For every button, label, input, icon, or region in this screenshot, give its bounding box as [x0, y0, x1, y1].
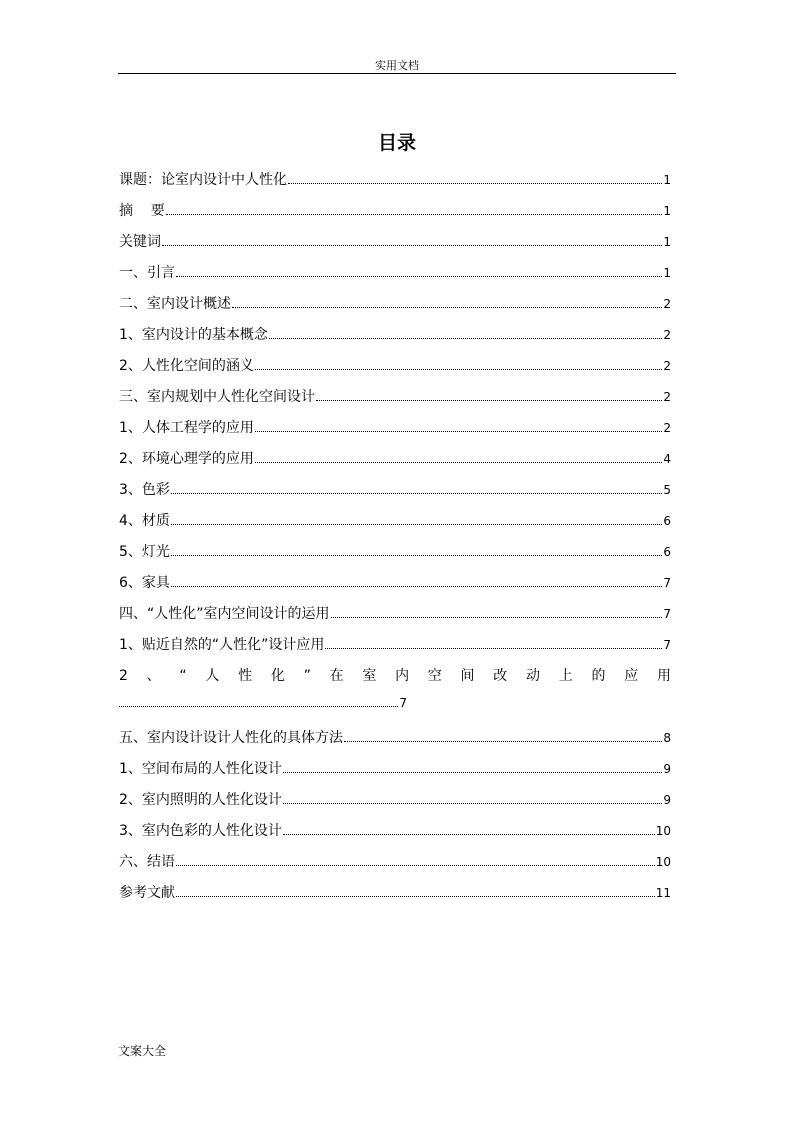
toc-entry[interactable]	[119, 758, 671, 789]
toc-leader	[176, 276, 662, 277]
toc-entry[interactable]	[119, 169, 671, 200]
toc-entry-page: 6	[663, 514, 671, 528]
toc-entry-page: 1	[663, 235, 671, 249]
toc-leader	[176, 896, 655, 897]
toc-leader	[255, 369, 662, 370]
header-rule	[118, 73, 676, 74]
toc-entry-label: 1、空间布局的人性化设计	[119, 761, 282, 777]
toc-entry-label: 5、灯光	[119, 544, 170, 560]
toc-leader	[171, 524, 662, 525]
toc-entry-label: 2、室内照明的人性化设计	[119, 792, 282, 808]
toc-entry-label: 1、贴近自然的“人性化”设计应用	[119, 637, 325, 653]
toc-entry-label: 课题：论室内设计中人性化	[119, 172, 287, 188]
toc-entry[interactable]	[119, 727, 671, 758]
toc-leader	[283, 803, 662, 804]
toc-entry-page: 2	[663, 390, 671, 404]
toc-leader	[255, 462, 662, 463]
toc-leader	[344, 741, 662, 742]
toc-entry[interactable]	[119, 324, 671, 355]
toc-entry-label: 2、环境心理学的应用	[119, 451, 254, 467]
toc-entry-label: 六、结语	[119, 854, 175, 870]
toc-entry-label: 3、室内色彩的人性化设计	[119, 823, 282, 839]
toc-entry[interactable]	[119, 448, 671, 479]
toc-leader	[255, 431, 662, 432]
toc-leader	[325, 648, 662, 649]
page-title: 目录	[377, 132, 416, 154]
toc-entry[interactable]	[119, 541, 671, 572]
toc-leader	[162, 245, 662, 246]
toc-entry-page: 1	[663, 266, 671, 280]
toc-leader	[232, 307, 662, 308]
toc-entry-label: 摘 要	[119, 203, 165, 219]
toc-entry-label: 三、室内规划中人性化空间设计	[119, 389, 315, 405]
toc-entry-label: 一、引言	[119, 265, 175, 281]
toc-entry-page: 6	[663, 545, 671, 559]
toc-entry-page: 2	[663, 359, 671, 373]
toc-entry-page: 7	[399, 696, 407, 710]
toc-entry[interactable]	[119, 665, 671, 696]
toc-entry[interactable]	[119, 293, 671, 324]
toc-entry[interactable]	[119, 603, 671, 634]
toc-entry-label: 6、家具	[119, 575, 170, 591]
toc-entry-page: 7	[663, 638, 671, 652]
toc-entry-page: 1	[663, 204, 671, 218]
toc-entry-label: 参考文献	[119, 885, 175, 901]
toc-entry-page: 2	[663, 328, 671, 342]
toc-entry[interactable]	[119, 355, 671, 386]
toc-entry-page: 11	[655, 886, 671, 900]
toc-leader	[269, 338, 662, 339]
page-footer: 文案大全	[118, 1044, 167, 1058]
toc-entry-label: 2、“人性化”在室内空间改动上的应用	[119, 668, 671, 684]
toc-leader	[119, 706, 398, 707]
toc-leader	[283, 772, 662, 773]
toc-leader	[176, 865, 655, 866]
toc-entry-page: 7	[663, 607, 671, 621]
toc-leader	[166, 214, 663, 215]
toc-entry-page: 10	[655, 824, 671, 838]
toc-entry-label: 2、人性化空间的涵义	[119, 358, 254, 374]
toc-leader	[171, 555, 662, 556]
toc-entry[interactable]	[119, 634, 671, 665]
toc-entry[interactable]	[119, 851, 671, 882]
toc-entry-label: 4、材质	[119, 513, 170, 529]
toc-entry-page: 4	[663, 452, 671, 466]
toc-entry-continuation[interactable]	[119, 696, 407, 727]
toc-entry[interactable]	[119, 510, 671, 541]
toc-entry-label: 关键词	[119, 234, 161, 250]
toc-entry[interactable]	[119, 572, 671, 603]
page-header: 实用文档	[375, 59, 419, 72]
toc-leader	[331, 617, 663, 618]
toc-entry-label: 五、室内设计设计人性化的具体方法	[119, 730, 343, 746]
toc-leader	[288, 183, 662, 184]
toc-entry-page: 8	[663, 731, 671, 745]
toc-entry[interactable]	[119, 262, 671, 293]
toc-entry[interactable]	[119, 386, 671, 417]
toc-entry-page: 1	[663, 173, 671, 187]
toc-leader	[316, 400, 662, 401]
toc-entry-label: 二、室内设计概述	[119, 296, 231, 312]
toc-entry[interactable]	[119, 231, 671, 262]
toc-entry[interactable]	[119, 479, 671, 510]
toc-entry-page: 10	[655, 855, 671, 869]
toc-leader	[171, 493, 662, 494]
toc-entry-label: 1、室内设计的基本概念	[119, 327, 268, 343]
toc-entry[interactable]	[119, 789, 671, 820]
toc-leader	[171, 586, 662, 587]
toc-entry-page: 9	[663, 793, 671, 807]
toc-entry[interactable]	[119, 820, 671, 851]
toc-entry-page: 7	[663, 576, 671, 590]
toc-entry-label: 3、色彩	[119, 482, 170, 498]
toc-entry[interactable]	[119, 882, 671, 913]
table-of-contents	[119, 169, 671, 913]
toc-entry-label: 四、“人性化”室内空间设计的运用	[119, 606, 330, 622]
toc-entry-page: 2	[663, 421, 671, 435]
toc-entry-page: 5	[663, 483, 671, 497]
toc-entry-page: 2	[663, 297, 671, 311]
toc-entry[interactable]	[119, 417, 671, 448]
toc-entry-label: 1、人体工程学的应用	[119, 420, 254, 436]
toc-leader	[283, 834, 655, 835]
toc-entry[interactable]	[119, 200, 671, 231]
toc-entry-page: 9	[663, 762, 671, 776]
